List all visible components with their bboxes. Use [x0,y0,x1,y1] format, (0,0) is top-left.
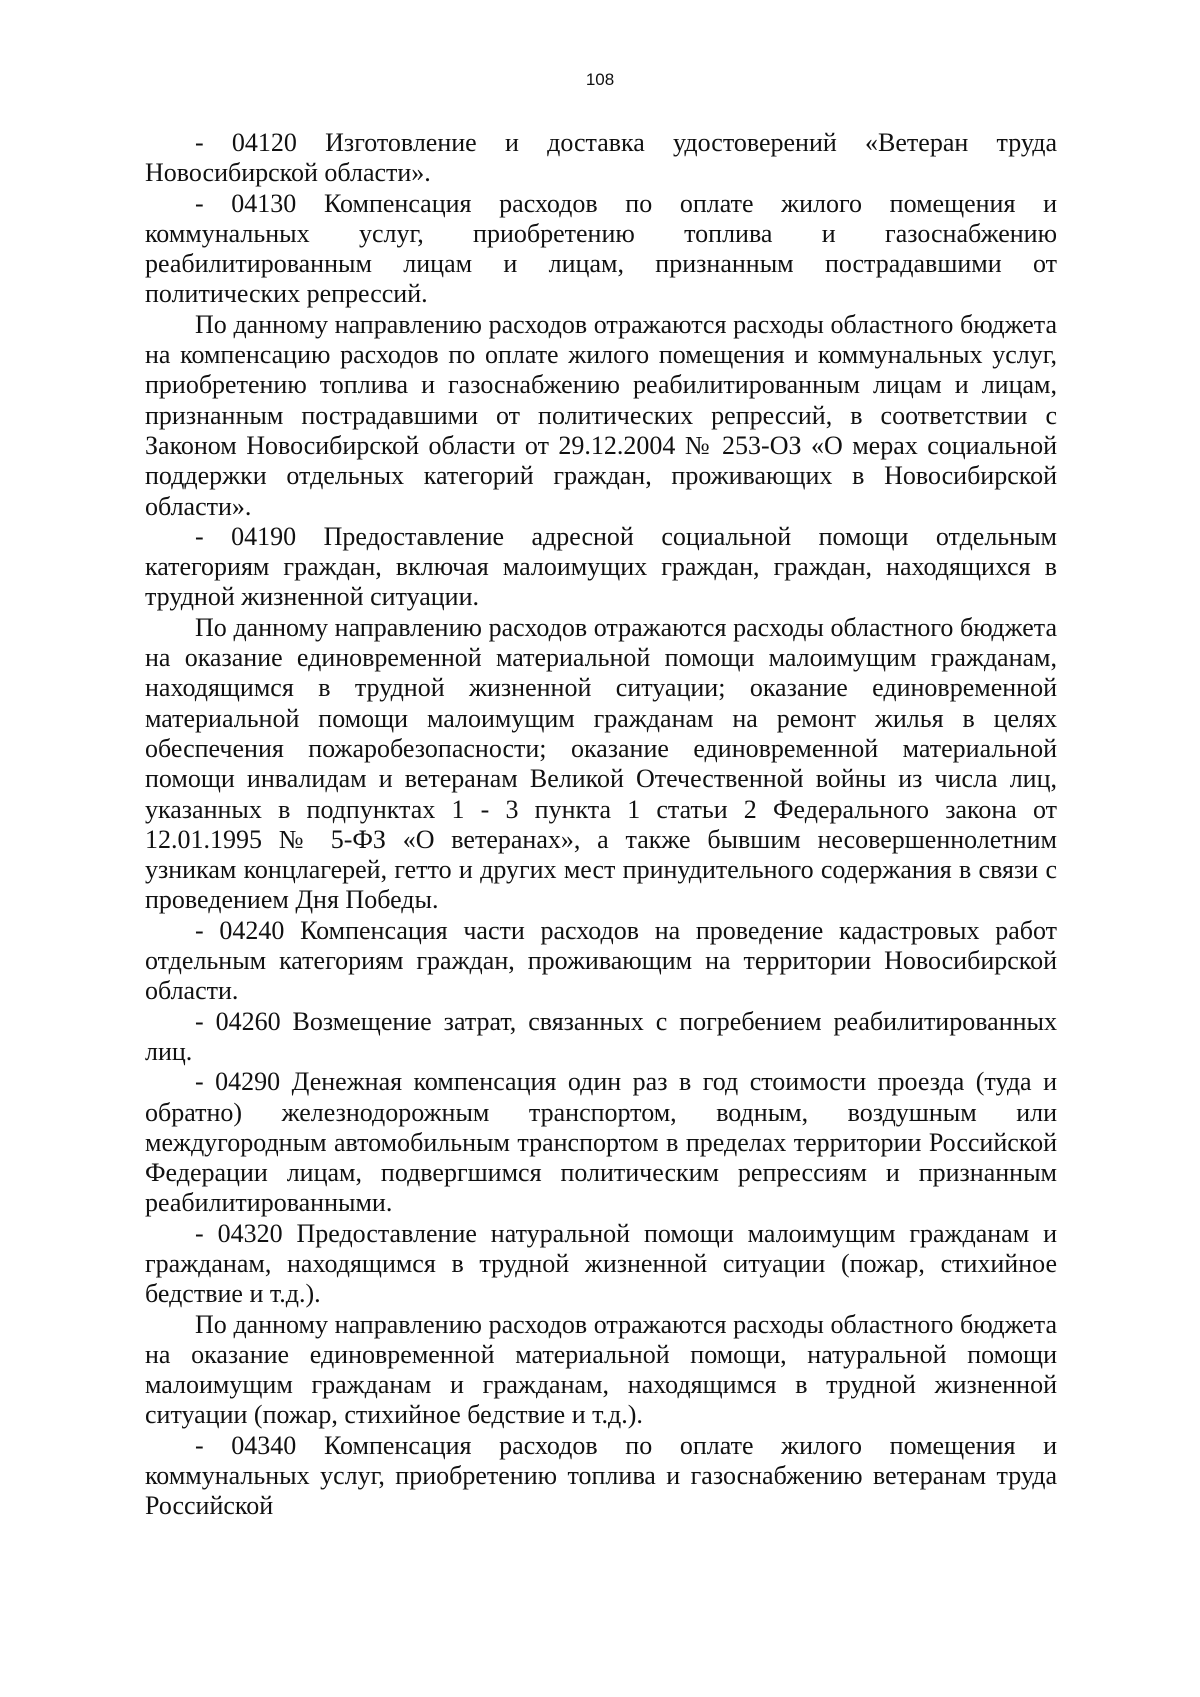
paragraph-04290: - 04290 Денежная компенсация один раз в год стоимости проезда (туда и обратно) железнодорожным транспортом, водным, воздушным или междугородным автомобильным транспортом в пределах территории Российской Федерации лицам, подвергшимся политическим репрессиям и признанным реабилитированными. [145,1067,1057,1218]
paragraph-04240: - 04240 Компенсация части расходов на проведение кадастровых работ отдельным категориям граждан, проживающим на территории Новосибирской области. [145,915,1057,1006]
paragraph-04260: - 04260 Возмещение затрат, связанных с погребением реабилитированных лиц. [145,1006,1057,1066]
paragraph-04190-description: По данному направлению расходов отражаются расходы областного бюджета на оказание единовременной материальной помощи малоимущим гражданам, находящимся в трудной жизненной ситуации; оказание единовременной материальной помощи малоимущим гражданам на ремонт жилья в целях обеспечения пожаробезопасности; оказание единовременной материальной помощи инвалидам и ветеранам Великой Отечественной войны из числа лиц, указанных в подпунктах 1 - 3 пункта 1 статьи 2 Федерального закона от 12.01.1995 № 5-ФЗ «О ветеранах», а также бывшим несовершеннолетним узникам концлагерей, гетто и других мест принудительного содержания в связи с проведением Дня Победы. [145,612,1057,915]
paragraph-04320-description: По данному направлению расходов отражаются расходы областного бюджета на оказание единовременной материальной помощи, натуральной помощи малоимущим гражданам и гражданам, находящимся в трудной жизненной ситуации (пожар, стихийное бедствие и т.д.). [145,1309,1057,1430]
paragraph-04120: - 04120 Изготовление и доставка удостоверений «Ветеран труда Новосибирской области». [145,128,1057,188]
page-number: 108 [585,70,615,89]
paragraph-04130-description: По данному направлению расходов отражаются расходы областного бюджета на компенсацию расходов по оплате жилого помещения и коммунальных услуг, приобретению топлива и газоснабжению реабилитированным лицам и лицам, признанным пострадавшими от политических репрессий, в соответствии с Законом Новосибирской области от 29.12.2004 № 253-ОЗ «О мерах социальной поддержки отдельных категорий граждан, проживающих в Новосибирской области». [145,309,1057,521]
paragraph-04130: - 04130 Компенсация расходов по оплате жилого помещения и коммунальных услуг, приобретению топлива и газоснабжению реабилитированным лицам и лицам, признанным пострадавшими от политических репрессий. [145,188,1057,309]
paragraph-04320: - 04320 Предоставление натуральной помощи малоимущим гражданам и гражданам, находящимся в трудной жизненной ситуации (пожар, стихийное бедствие и т.д.). [145,1218,1057,1309]
paragraph-04340: - 04340 Компенсация расходов по оплате жилого помещения и коммунальных услуг, приобретению топлива и газоснабжению ветеранам труда Российской [145,1430,1057,1521]
paragraph-04190: - 04190 Предоставление адресной социальной помощи отдельным категориям граждан, включая малоимущих граждан, граждан, находящихся в трудной жизненной ситуации. [145,521,1057,612]
document-body [145,128,1057,1522]
